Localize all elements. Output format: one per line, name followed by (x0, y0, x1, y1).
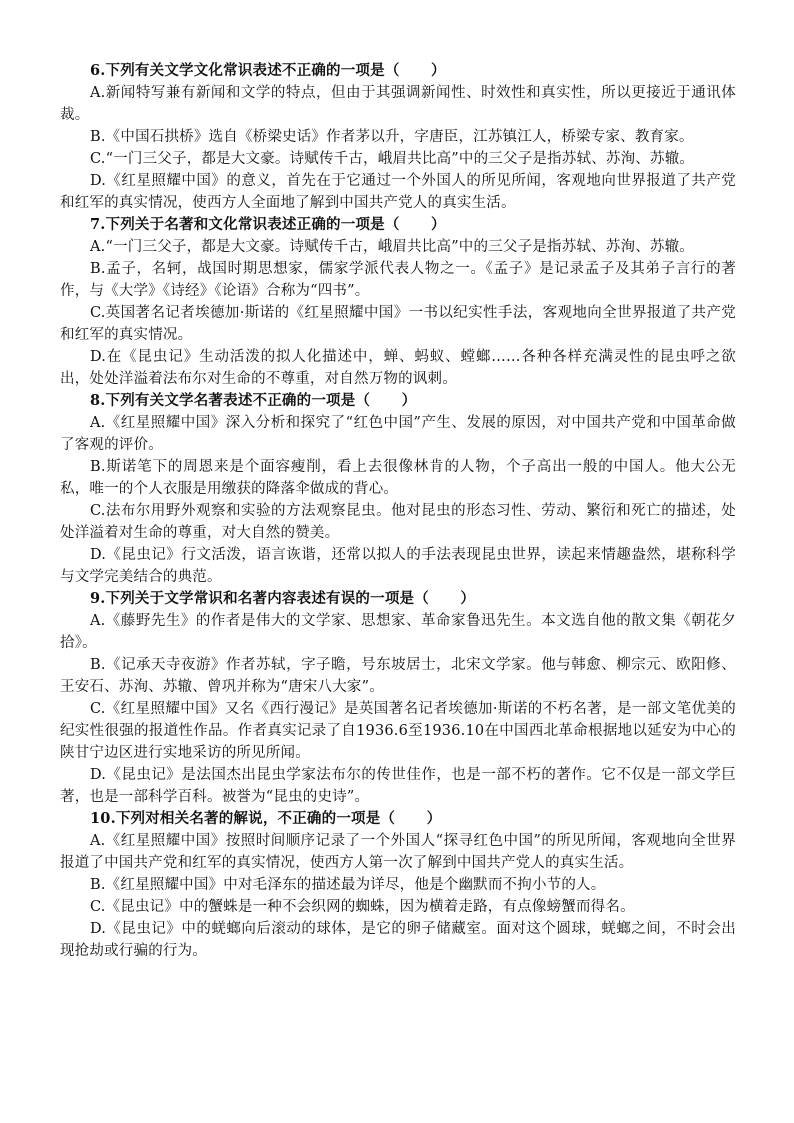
option-a: A.《藤野先生》的作者是伟大的文学家、思想家、革命家鲁迅先生。本文选自他的散文集《朝花夕拾》。 (60, 613, 736, 651)
option-c: C.《红星照耀中国》又名《西行漫记》是英国著名记者埃德加·斯诺的不朽名著，是一部文笔优美的纪实性很强的报道性作品。作者真实记录了自1936.6至1936.10在中国西北革命根据地以延安为中心的陕甘宁边区进行实地采访的所见所闻。 (60, 701, 736, 761)
option-d: D.《昆虫记》行文活泼，语言诙谐，还常以拟人的手法表现昆虫世界，读起来情趣盎然，堪称科学与文学完美结合的典范。 (60, 547, 736, 585)
question-stem: 10.下列对相关名著的解说，不正确的一项是（ ） (90, 810, 442, 827)
option-c: C.《昆虫记》中的蟹蛛是一种不会织网的蜘蛛，因为横着走路，有点像螃蟹而得名。 (90, 899, 635, 915)
option-a: A.新闻特写兼有新闻和文学的特点，但由于其强调新闻性、时效性和真实性，所以更接近于通讯体裁。 (60, 85, 736, 123)
option-b: B.斯诺笔下的周恩来是个面容瘦削，看上去很像林肯的人物，个子高出一般的中国人。他大公无私，唯一的个人衣服是用缴获的降落伞做成的背心。 (60, 459, 736, 497)
question-7 (60, 214, 736, 390)
question-6 (60, 60, 736, 214)
question-list (60, 60, 736, 962)
question-stem: 7.下列关于名著和文化常识表述正确的一项是（ ） (90, 216, 446, 233)
option-d: D.在《昆虫记》生动活泼的拟人化描述中，蝉、蚂蚁、螳螂……各种各样充满灵性的昆虫呼之欲出，处处洋溢着法布尔对生命的不尊重，对自然万物的讽刺。 (60, 349, 736, 387)
option-d: D.《昆虫记》中的蜣螂向后滚动的球体，是它的卵子储藏室。面对这个圆球，蜣螂之间，不时会出现抢劫或行骗的行为。 (60, 921, 736, 959)
option-c: C.“一门三父子，都是大文豪。诗赋传千古，峨眉共比高”中的三父子是指苏轼、苏洵、苏辙。 (90, 151, 695, 167)
option-d: D.《昆虫记》是法国杰出昆虫学家法布尔的传世佳作，也是一部不朽的著作。它不仅是一部文学巨著，也是一部科学百科。被誉为“昆虫的史诗”。 (60, 767, 736, 805)
question-8 (60, 390, 736, 588)
question-9 (60, 588, 736, 808)
question-stem: 6.下列有关文学文化常识表述不正确的一项是（ ） (90, 62, 446, 79)
option-a: A.“一门三父子，都是大文豪。诗赋传千古，峨眉共比高”中的三父子是指苏轼、苏洵、苏辙。 (90, 239, 695, 255)
option-d: D.《红星照耀中国》的意义，首先在于它通过一个外国人的所见所闻，客观地向世界报道了共产党和红军的真实情况，使西方人全面地了解到中国共产党人的真实生活。 (60, 173, 736, 211)
option-b: B.《红星照耀中国》中对毛泽东的描述最为详尽，他是个幽默而不拘小节的人。 (90, 877, 606, 893)
option-b: B.孟子，名轲，战国时期思想家，儒家学派代表人物之一。《孟子》是记录孟子及其弟子言行的著作，与《大学》《诗经》《论语》合称为“四书”。 (60, 261, 736, 299)
option-b: B.《中国石拱桥》选自《桥梁史话》作者茅以升，字唐臣，江苏镇江人，桥梁专家、教育家。 (90, 129, 694, 145)
question-stem: 9.下列关于文学常识和名著内容表述有误的一项是（ ） (90, 590, 476, 607)
question-10 (60, 808, 736, 962)
option-a: A.《红星照耀中国》深入分析和探究了“红色中国”产生、发展的原因，对中国共产党和中国革命做了客观的评价。 (60, 415, 736, 453)
option-a: A.《红星照耀中国》按照时间顺序记录了一个外国人“探寻红色中国”的所见所闻，客观地向全世界报道了中国共产党和红军的真实情况，使西方人第一次了解到中国共产党人的真实生活。 (60, 833, 736, 871)
question-stem: 8.下列有关文学名著表述不正确的一项是（ ） (90, 392, 417, 409)
option-c: C.法布尔用野外观察和实验的方法观察昆虫。他对昆虫的形态习性、劳动、繁衍和死亡的描述，处处洋溢着对生命的尊重，对大自然的赞美。 (60, 503, 736, 541)
option-b: B.《记承天寺夜游》作者苏轼，字子瞻，号东坡居士，北宋文学家。他与韩愈、柳宗元、欧阳修、王安石、苏洵、苏辙、曾巩并称为“唐宋八大家”。 (60, 657, 736, 695)
option-c: C.英国著名记者埃德加·斯诺的《红星照耀中国》一书以纪实性手法，客观地向全世界报道了共产党和红军的真实情况。 (60, 305, 736, 343)
